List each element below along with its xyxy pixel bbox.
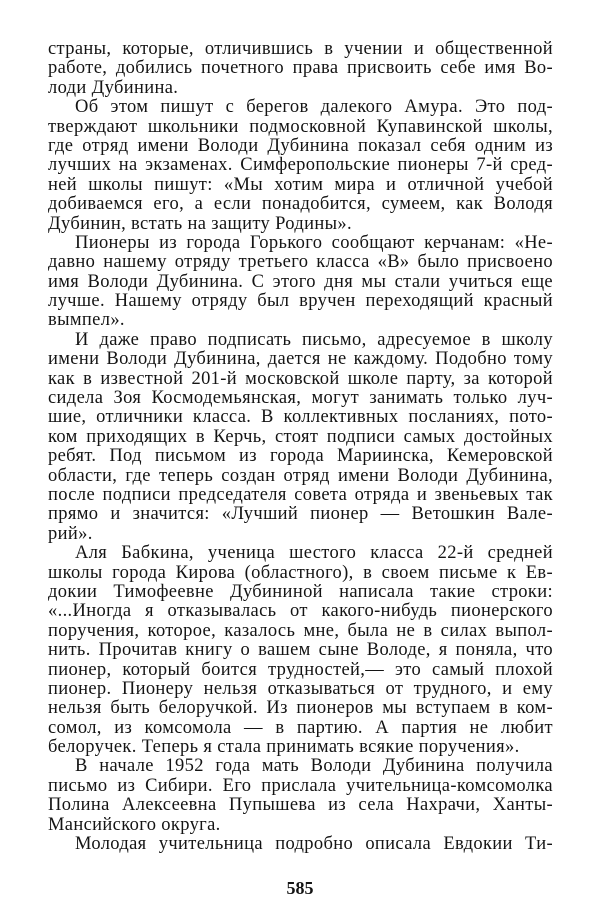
text-line: письмо из Сибири. Его прислала учительница-комсомолка <box>48 776 553 796</box>
text-line: тверждают школьники подмосковной Купавинской школы, <box>48 117 553 137</box>
paragraph <box>48 544 553 757</box>
paragraph <box>48 757 553 835</box>
text-line: шие, отличники класса. В коллективных посланиях, пото- <box>48 408 553 428</box>
text-line: как в известной 201-й московской школе парту, за которой <box>48 369 553 389</box>
text-line: страны, которые, отличившись в учении и общественной <box>48 40 553 59</box>
text-line: нельзя быть белоручкой. Из пионеров мы вступаем в ком- <box>48 699 553 719</box>
text-line: Мансийского округа. <box>48 815 221 835</box>
text-line: Дубинин, встать на защиту Родины». <box>48 214 352 234</box>
text-line: лучших на экзаменах. Симферопольские пионеры 7-й сред- <box>48 156 553 176</box>
paragraph <box>48 835 553 854</box>
text-line: Молодая учительница подробно описала Евдокии Ти- <box>75 835 553 855</box>
text-line: лоди Дубинина. <box>48 78 179 98</box>
text-line: Аля Бабкина, ученица шестого класса 22-й средней <box>75 544 553 564</box>
text-line: школы города Кирова (областного), в своем письме к Ев- <box>48 563 553 583</box>
text-line: имя Володи Дубинина. С этого дня мы стали учиться еще <box>48 272 553 292</box>
text-line: Пионеры из города Горького сообщают керчанам: «Не- <box>75 233 553 253</box>
text-line: добиваемся его, а если понадобится, сумеем, как Володя <box>48 195 553 215</box>
page-number: 585 <box>286 878 314 898</box>
text-line: ребят. Под письмом из города Мариинска, Кемеровской <box>48 447 553 467</box>
text-line: «...Иногда я отказывалась от какого-нибудь пионерского <box>48 602 553 622</box>
paragraph <box>48 40 553 98</box>
text-line: пионер. Пионеру нельзя отказываться от трудного, и ему <box>48 679 553 699</box>
text-line: И даже право подписать письмо, адресуемое в школу <box>75 330 553 350</box>
text-line: рий». <box>48 524 93 544</box>
text-line: сомол, из комсомола — в партию. А партия не любит <box>48 718 553 738</box>
text-line: Об этом пишут с берегов далекого Амура. Это под- <box>75 98 553 118</box>
text-line: сидела Зоя Космодемьянская, могут занимать только луч- <box>48 389 553 409</box>
text-line: имени Володи Дубинина, дается не каждому. Подобно тому <box>48 350 553 370</box>
text-line: работе, добились почетного права присвоить себе имя Во- <box>48 59 553 79</box>
page-body-text <box>48 40 553 854</box>
text-line: Полина Алексеевна Пупышева из села Нахрачи, Ханты- <box>48 796 553 816</box>
paragraph <box>48 331 553 544</box>
text-line: давно нашему отряду третьего класса «В» было присвоено <box>48 253 553 273</box>
text-line: области, где теперь создан отряд имени Володи Дубинина, <box>48 466 553 486</box>
text-line: ком приходящих в Керчь, стоят подписи самых достойных <box>48 427 553 447</box>
text-line: лучше. Нашему отряду был вручен переходящий красный <box>48 292 553 312</box>
text-line: где отряд имени Володи Дубинина показал себя одним из <box>48 136 553 156</box>
text-line: В начале 1952 года мать Володи Дубинина получила <box>75 757 553 777</box>
text-line: нить. Прочитав книгу о вашем сыне Володе, я поняла, что <box>48 641 553 661</box>
text-line: пионер, который боится трудностей,— это самый плохой <box>48 660 553 680</box>
text-line: ней школы пишут: «Мы хотим мира и отличной учебой <box>48 175 553 195</box>
text-line: вымпел». <box>48 311 125 331</box>
text-line: докии Тимофеевне Дубининой написала такие строки: <box>48 582 553 602</box>
text-line: после подписи председателя совета отряда и звеньевых так <box>48 485 553 505</box>
text-line: поручения, которое, казалось мне, была не в силах выпол- <box>48 621 553 641</box>
text-line: прямо и значится: «Лучший пионер — Ветошкин Вале- <box>48 505 553 525</box>
text-line: белоручек. Теперь я стала принимать всякие поручения». <box>48 738 520 758</box>
paragraph <box>48 234 553 331</box>
paragraph <box>48 98 553 234</box>
